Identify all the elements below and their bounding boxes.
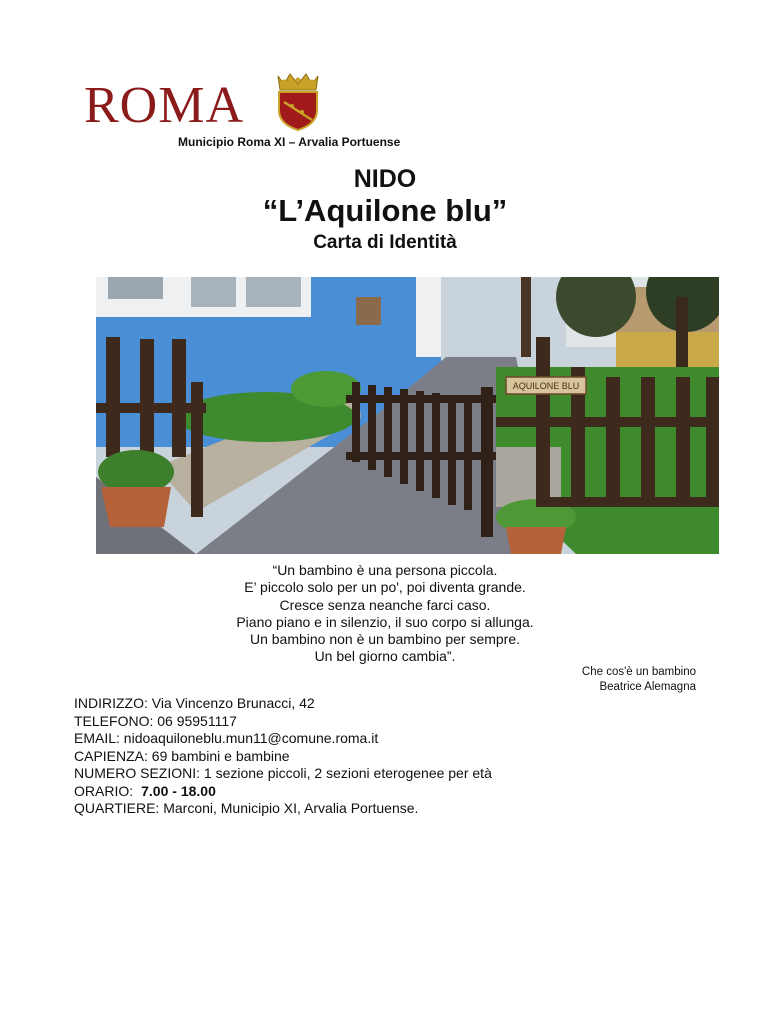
info-hours-value: 7.00 - 18.00 [141, 782, 216, 799]
quote-author: Beatrice Alemagna [599, 681, 696, 693]
info-hours [74, 783, 492, 801]
info-sections: NUMERO SEZIONI: 1 sezione piccoli, 2 sezioni eterogenee per età [74, 765, 492, 781]
quote-line: Un bel giorno cambia”. [314, 648, 456, 665]
info-email: EMAIL: nidoaquiloneblu.mun11@comune.roma.it [74, 730, 379, 746]
quote-source: Che cos'è un bambino [581, 666, 696, 678]
quote-block [190, 562, 580, 666]
info-district: QUARTIERE: Marconi, Municipio XI, Arvalia Portuense. [74, 800, 419, 816]
quote-credit [582, 665, 696, 695]
info-address: INDIRIZZO: Via Vincenzo Brunacci, 42 [74, 695, 315, 711]
info-hours-label: ORARIO: [74, 782, 134, 799]
doc-title-nido: NIDO [353, 165, 417, 193]
doc-title-name: “L’Aquilone blu” [262, 193, 508, 228]
info-phone: TELEFONO: 06 95951117 [74, 712, 237, 729]
info-capacity: CAPIENZA: 69 bambini e bambine [74, 747, 290, 764]
roma-crest-icon [272, 70, 324, 132]
quote-line: “Un bambino è una persona piccola. [272, 562, 498, 578]
roma-logo: ROMA [84, 77, 245, 134]
gate-sign-text: AQUILONE BLU [512, 381, 580, 391]
nursery-entrance-photo [96, 277, 719, 554]
quote-line: Un bambino non è un bambino per sempre. [249, 631, 521, 648]
municipio-subtitle: Municipio Roma XI – Arvalia Portuense [178, 135, 401, 149]
info-block [74, 695, 492, 818]
quote-line: Piano piano e in silenzio, il suo corpo si allunga. [236, 613, 534, 630]
quote-line: Cresce senza neanche farci caso. [279, 596, 491, 613]
quote-line: E’ piccolo solo per un po', poi diventa grande. [244, 579, 526, 596]
doc-subtitle: Carta di Identità [313, 232, 457, 253]
